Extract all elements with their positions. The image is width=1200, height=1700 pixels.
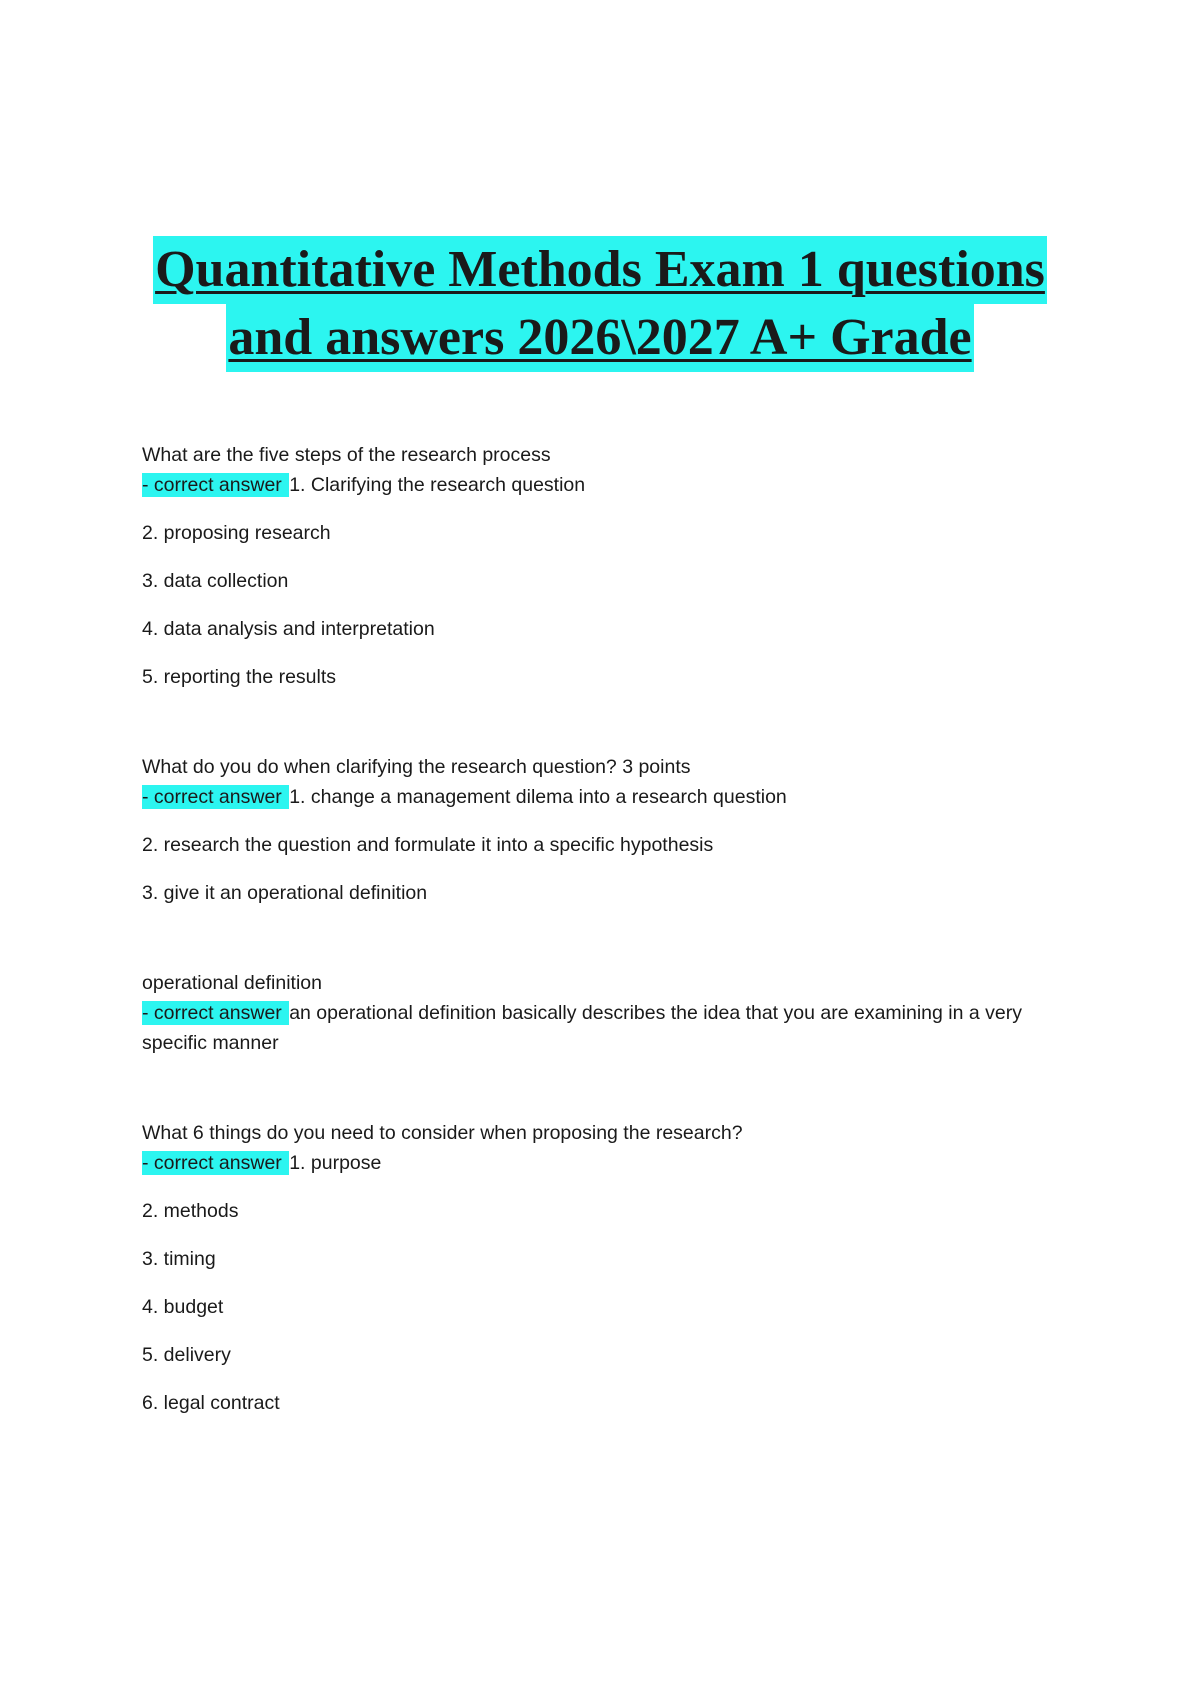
answer-item: 3. data collection	[142, 570, 289, 592]
question-text: What do you do when clarifying the research question? 3 points	[142, 756, 691, 778]
answer-line	[142, 1148, 1062, 1178]
answer-line	[142, 470, 1062, 500]
qa-block-4	[142, 1118, 1062, 1418]
answer-item: 2. methods	[142, 1200, 239, 1222]
correct-answer-tag: - correct answer	[142, 786, 288, 808]
answer-item: 5. reporting the results	[142, 666, 337, 688]
answer-item: 3. give it an operational definition	[142, 882, 428, 904]
document-title	[0, 236, 1200, 372]
answer-item: 2. research the question and formulate it into a specific hypothesis	[142, 834, 714, 856]
answer-item: 4. budget	[142, 1296, 224, 1318]
qa-block-2	[142, 752, 1062, 908]
question-text: What are the five steps of the research process	[142, 444, 551, 466]
answer-text: 1. Clarifying the research question	[289, 474, 586, 496]
qa-block-1	[142, 440, 1062, 692]
answer-item: 2. proposing research	[142, 522, 331, 544]
title-line-2: and answers 2026\2027 A+ Grade	[226, 304, 973, 372]
answer-text: 1. purpose	[289, 1152, 382, 1174]
correct-answer-tag: - correct answer	[142, 1002, 288, 1024]
answer-item: 4. data analysis and interpretation	[142, 618, 435, 640]
question-text: What 6 things do you need to consider when proposing the research?	[142, 1122, 743, 1144]
correct-answer-tag: - correct answer	[142, 474, 288, 496]
answer-item: 3. timing	[142, 1248, 216, 1270]
qa-list	[142, 440, 1062, 1418]
answer-line	[142, 998, 1062, 1058]
answer-text: 1. change a management dilema into a research question	[289, 786, 787, 808]
answer-item: 5. delivery	[142, 1344, 231, 1366]
answer-item: 6. legal contract	[142, 1392, 280, 1414]
title-line-1: Quantitative Methods Exam 1 questions	[153, 236, 1047, 304]
question-text: operational definition	[142, 972, 322, 994]
answer-line	[142, 782, 1062, 812]
answer-text: an operational definition basically describes the idea that you are examining in a very specific manner	[142, 1002, 1022, 1054]
correct-answer-tag: - correct answer	[142, 1152, 288, 1174]
qa-block-3	[142, 968, 1062, 1058]
